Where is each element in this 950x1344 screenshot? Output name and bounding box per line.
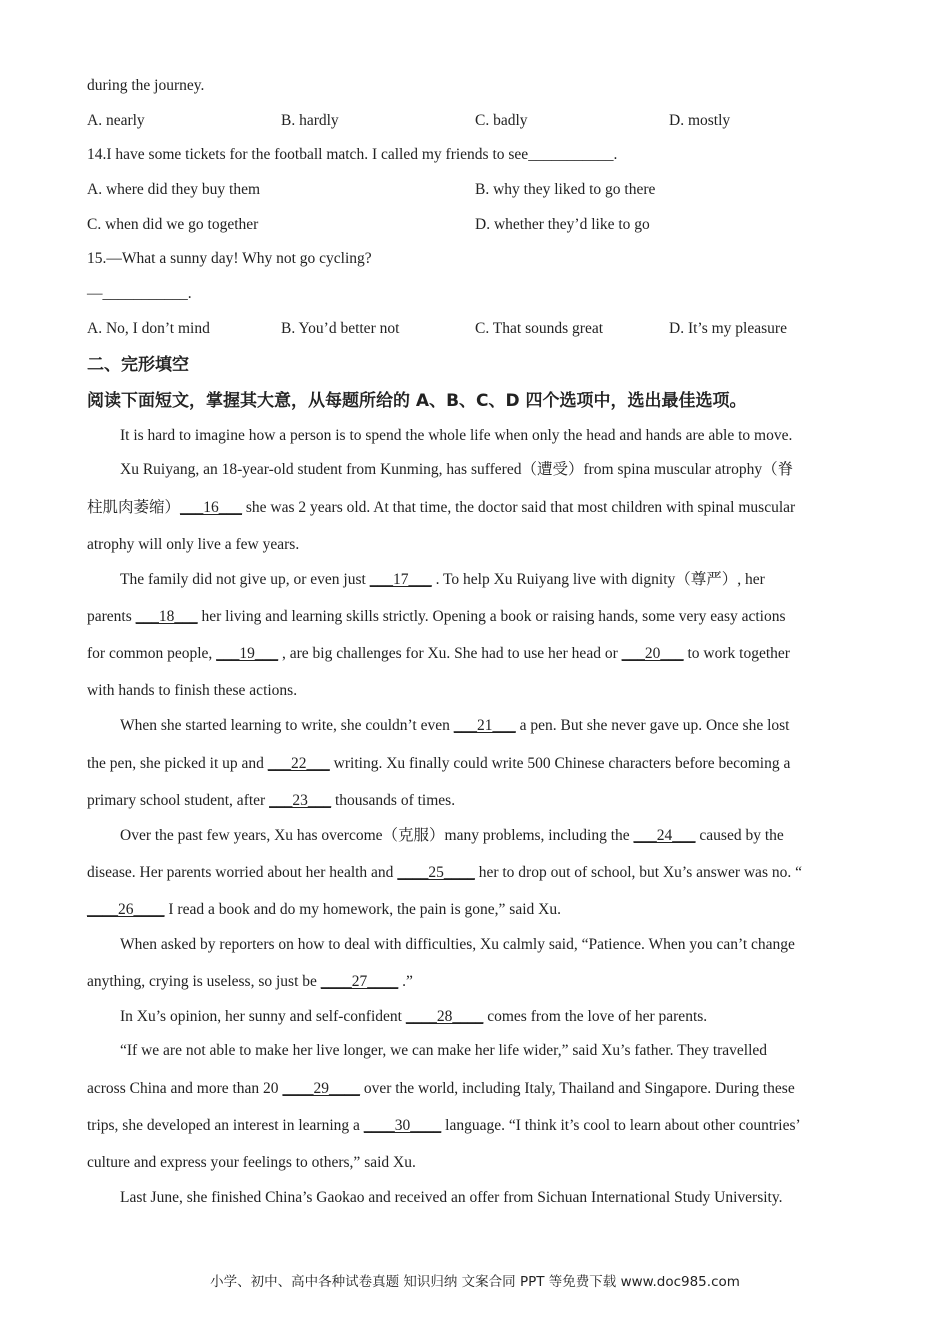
q14-blank: ___________ [528, 146, 614, 163]
passage-text: . To help Xu Ruiyang live with dignity（尊严）, her [431, 571, 765, 588]
passage-text: her living and learning skills strictly. Opening a book or raising hands, some very easy actions [197, 608, 786, 625]
section-title: 二、完形填空 [87, 355, 189, 375]
passage-line-4: atrophy will only live a few years. [87, 536, 300, 553]
passage-text: , are big challenges for Xu. She had to use her head or [278, 645, 622, 662]
blank-19: ___19___ [216, 645, 279, 662]
passage-text: to work together [683, 645, 790, 662]
passage-line-16 [87, 972, 413, 992]
question-15-stem: 15.—What a sunny day! Why not go cycling? [87, 250, 372, 267]
passage-line-20 [87, 1116, 801, 1136]
passage-text: she was 2 years old. At that time, the doctor said that most children with spinal muscular [242, 499, 796, 516]
passage-line-19 [87, 1079, 795, 1099]
blank-28: ____28____ [405, 1008, 484, 1025]
blank-29: ____29____ [282, 1080, 360, 1097]
blank-22: ___22___ [267, 755, 330, 772]
q15-option-d: D. It’s my pleasure [669, 320, 787, 337]
q14-end: . [613, 146, 618, 163]
passage-text: disease. Her parents worried about her health and [87, 864, 398, 881]
passage-line-6 [87, 607, 786, 627]
passage-text: across China and more than 20 [87, 1080, 283, 1097]
question-15-reply: —___________. [87, 285, 192, 302]
passage-line-15: When asked by reporters on how to deal with difficulties, Xu calmly said, “Patience. When you can’t change [120, 936, 795, 953]
passage-text: the pen, she picked it up and [87, 755, 268, 772]
passage-line-7 [87, 644, 790, 664]
q13-option-b: B. hardly [281, 112, 339, 129]
passage-text: for common people, [87, 645, 217, 662]
passage-line-12 [120, 826, 784, 846]
passage-line-1: It is hard to imagine how a person is to spend the whole life when only the head and hands are able to move. [120, 427, 793, 444]
blank-21: ___21___ [453, 717, 516, 734]
q14-option-d: D. whether they’d like to go [475, 216, 650, 233]
passage-text: writing. Xu finally could write 500 Chinese characters before becoming a [329, 755, 791, 772]
q13-option-c: C. badly [475, 112, 528, 129]
page-footer: 小学、初中、高中各种试卷真题 知识归纳 文案合同 PPT 等免费下载 www.doc985.com [210, 1274, 740, 1290]
passage-text: In Xu’s opinion, her sunny and self-confident [120, 1008, 406, 1025]
passage-line-3 [87, 498, 795, 518]
blank-20: ___20___ [621, 645, 684, 662]
blank-30: ____30____ [363, 1117, 442, 1134]
passage-text: Over the past few years, Xu has overcome（克服）many problems, including the [120, 827, 634, 844]
passage-line-9 [120, 716, 790, 736]
passage-text: language. “I think it’s cool to learn about other countries’ [441, 1117, 801, 1134]
passage-line-8: with hands to finish these actions. [87, 682, 298, 699]
passage-text: caused by the [695, 827, 784, 844]
passage-line-5 [120, 570, 765, 590]
passage-line-18: “If we are not able to make her live longer, we can make her life wider,” said Xu’s father. They travelled [120, 1042, 768, 1059]
passage-line-22: Last June, she finished China’s Gaokao and received an offer from Sichuan International Study University. [120, 1189, 783, 1206]
passage-text: The family did not give up, or even just [120, 571, 370, 588]
passage-text: .” [398, 973, 413, 990]
blank-25: ____25____ [397, 864, 475, 881]
passage-line-11 [87, 791, 455, 811]
blank-23: ___23___ [269, 792, 332, 809]
blank-18: ___18___ [135, 608, 198, 625]
passage-text: primary school student, after [87, 792, 270, 809]
passage-text: parents [87, 608, 136, 625]
blank-17: ___17___ [369, 571, 432, 588]
q14-stem-text: 14.I have some tickets for the football match. I called my friends to see [87, 146, 529, 163]
q15-option-a: A. No, I don’t mind [87, 320, 210, 337]
blank-16: ___16___ [180, 499, 243, 516]
question-13-tail: during the journey. [87, 77, 205, 94]
passage-line-21: culture and express your feelings to others,” said Xu. [87, 1154, 416, 1171]
passage-text: anything, crying is useless, so just be [87, 973, 321, 990]
question-14-stem [87, 145, 617, 165]
passage-text: her to drop out of school, but Xu’s answer was no. “ [474, 864, 802, 881]
passage-text: over the world, including Italy, Thailand and Singapore. During these [359, 1080, 795, 1097]
passage-line-2: Xu Ruiyang, an 18-year-old student from Kunming, has suffered（遭受）from spina muscular atrophy（脊 [120, 461, 794, 478]
passage-text: I read a book and do my homework, the pain is gone,” said Xu. [164, 901, 561, 918]
passage-text: trips, she developed an interest in learning a [87, 1117, 364, 1134]
q14-option-c: C. when did we go together [87, 216, 259, 233]
blank-24: ___24___ [633, 827, 696, 844]
q13-option-d: D. mostly [669, 112, 731, 129]
passage-text: When she started learning to write, she couldn’t even [120, 717, 454, 734]
passage-text: a pen. But she never gave up. Once she lost [515, 717, 790, 734]
passage-line-17 [120, 1007, 707, 1027]
q15-option-c: C. That sounds great [475, 320, 604, 337]
section-instruction: 阅读下面短文，掌握其大意，从每题所给的 A、B、C、D 四个选项中，选出最佳选项。 [87, 391, 747, 411]
passage-line-13 [87, 863, 802, 883]
q14-option-b: B. why they liked to go there [475, 181, 656, 198]
passage-line-14 [87, 900, 561, 920]
passage-text: thousands of times. [331, 792, 456, 809]
q13-option-a: A. nearly [87, 112, 145, 129]
passage-text: comes from the love of her parents. [483, 1008, 708, 1025]
blank-27: ____27____ [320, 973, 399, 990]
passage-text: 柱肌肉萎缩） [87, 499, 181, 516]
blank-26: ____26____ [87, 901, 165, 918]
passage-line-10 [87, 754, 790, 774]
q15-option-b: B. You’d better not [281, 320, 400, 337]
q14-option-a: A. where did they buy them [87, 181, 261, 198]
